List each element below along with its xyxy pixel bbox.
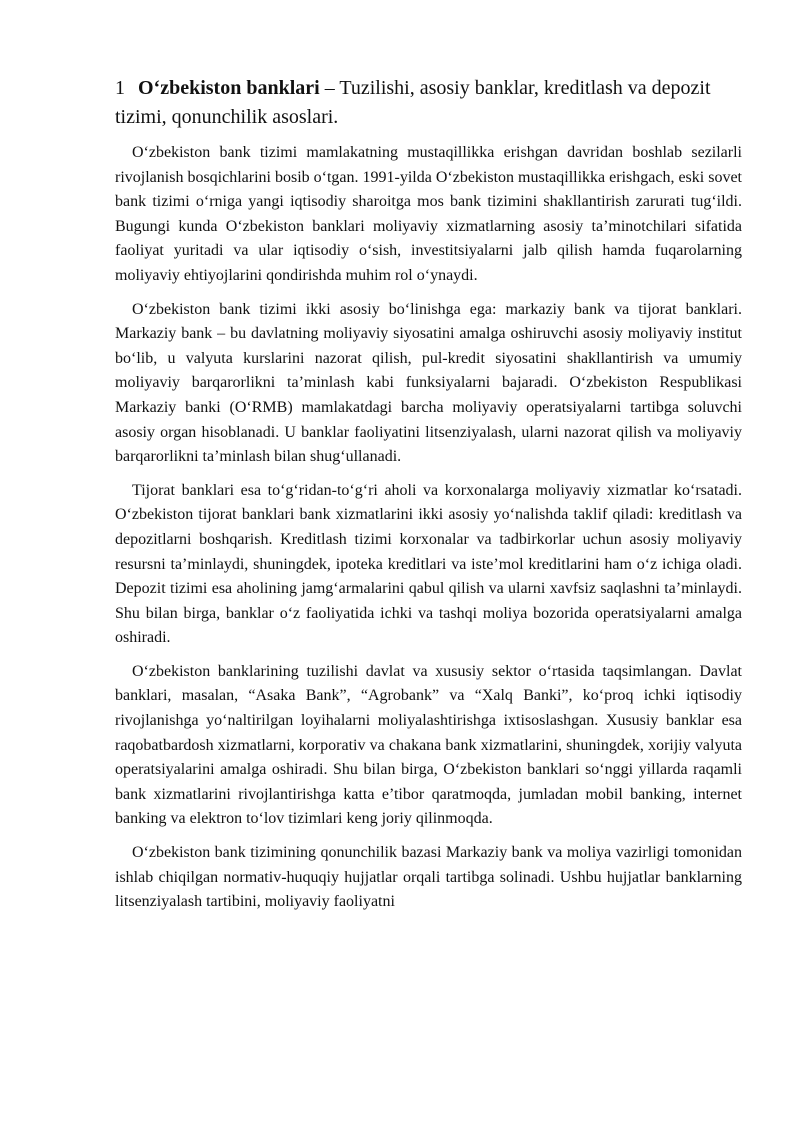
- section-title-rest: – Tuzilishi, asosiy banklar, kreditlash va depozit tizimi, qonunchilik asoslari.: [115, 77, 711, 128]
- paragraph-commercial-banks: Tijorat banklari esa to‘g‘ridan-to‘g‘ri aholi va korxonalarga moliyaviy xizmatlar ko‘rsatadi. O‘zbekiston tijorat banklari bank xizmatlarini ikki asosiy yo‘nalishda taklif qiladi: kreditlash va depozitlarni boshqarish. Kreditlash tizimi korxonalar va tadbirkorlar uchun asosiy moliyaviy resursni ta’minlaydi, shuningdek, ipoteka kreditlari va iste’mol kreditlarini ham o‘z ichiga oladi. Depozit tizimi esa aholining jamg‘armalarini qabul qilish va ularni xavfsiz saqlashni ta’minlaydi. Shu bilan birga, banklar o‘z faoliyatida ichki va tashqi moliya bozorida operatsiyalarni amalga oshiradi.: [115, 481, 742, 647]
- paragraph-central-bank: O‘zbekiston bank tizimi ikki asosiy bo‘linishga ega: markaziy bank va tijorat banklari. Markaziy bank – bu davlatning moliyaviy siyosatini amalga oshiruvchi asosiy moliyaviy institut bo‘lib, u valyuta kurslarini nazorat qilish, pul-kredit siyosatini shakllantirish va umumiy moliyaviy barqarorlikni ta’minlash kabi funksiyalarni bajaradi. O‘zbekiston Respublikasi Markaziy banki (O‘RMB) mamlakatdagi barcha moliyaviy operatsiyalarni tartibga soluvchi asosiy organ hisoblanadi. U banklar faoliyatini litsenziyalash, ularni nazorat qilish va moliyaviy barqarorlikni ta’minlash bilan shug‘ullanadi.: [115, 300, 742, 466]
- paragraph-intro: O‘zbekiston bank tizimi mamlakatning mustaqillikka erishgan davridan boshlab sezilarli rivojlanish bosqichlarini bosib o‘tgan. 1991-yilda O‘zbekiston mustaqillikka erishgach, eski sovet bank tizimi o‘rniga yangi iqtisodiy sharoitga mos bank tizimini shakllantirish zarurati tug‘ildi. Bugungi kunda O‘zbekiston banklari moliyaviy xizmatlarning asosiy ta’minotchilari sifatida faoliyat yuritadi va ular iqtisodiy o‘sish, investitsiyalarni jalb qilish hamda fuqarolarning moliyaviy ehtiyojlarini qondirishda muhim rol o‘ynaydi.: [115, 144, 742, 284]
- section-heading: [115, 74, 742, 132]
- paragraph-structure: O‘zbekiston banklarining tuzilishi davlat va xususiy sektor o‘rtasida taqsimlangan. Davlat banklari, masalan, “Asaka Bank”, “Agrobank” va “Xalq Banki”, ko‘proq ichki iqtisodiy rivojlanishga yo‘naltirilgan loyihalarni moliyalashtirishga ixtisoslashgan. Xususiy banklar esa raqobatbardosh xizmatlarni, korporativ va chakana bank xizmatlarini, shuningdek, xorijiy valyuta operatsiyalarini amalga oshiradi. Shu bilan birga, O‘zbekiston banklari so‘nggi yillarda raqamli bank xizmatlarini rivojlantirishga katta e’tibor qaratmoqda, jumladan mobil banking, internet banking va elektron to‘lov tizimlari keng joriy qilinmoqda.: [115, 662, 742, 828]
- section-number: 1: [115, 77, 125, 99]
- document-page: [115, 74, 742, 924]
- paragraph-legislation: O‘zbekiston bank tizimining qonunchilik bazasi Markaziy bank va moliya vazirligi tomonidan ishlab chiqilgan normativ-huquqiy hujjatlar orqali tartibga solinadi. Ushbu hujjatlar banklarning litsenziyalash tartibini, moliyaviy faoliyatni: [115, 844, 742, 911]
- section-title-bold: O‘zbekiston banklari: [138, 77, 320, 99]
